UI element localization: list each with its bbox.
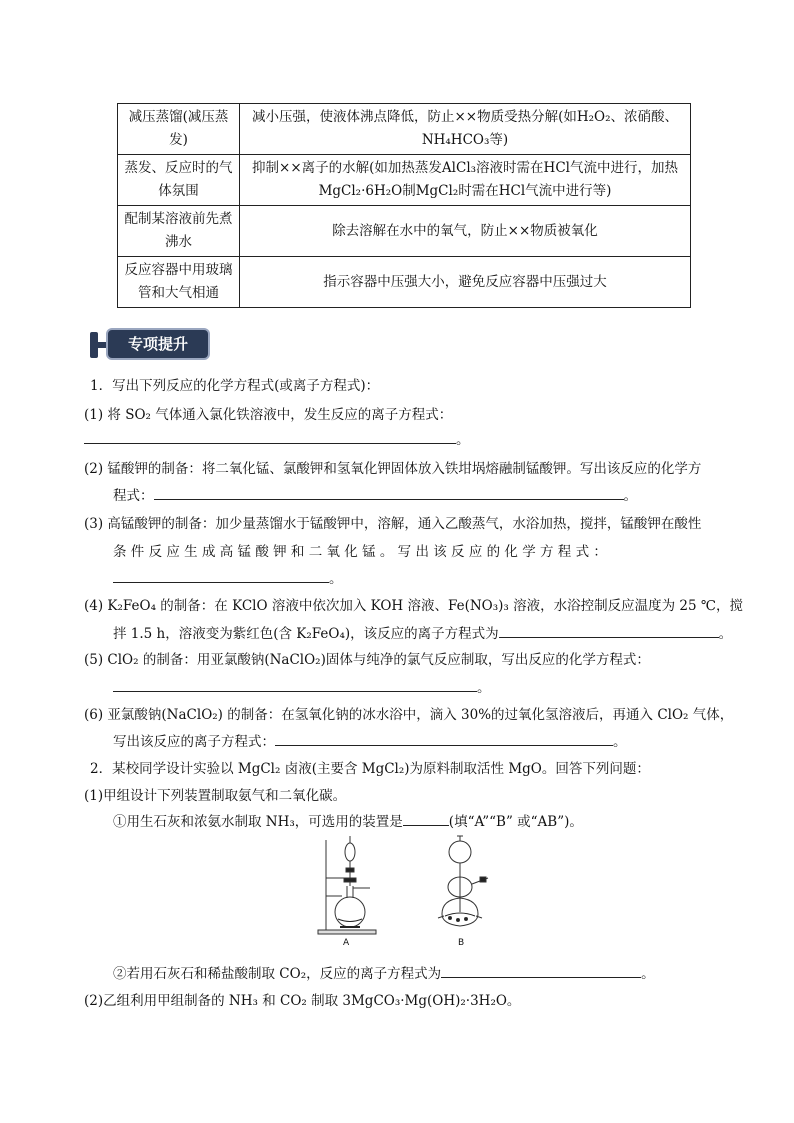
figure-label-b: B <box>458 938 465 948</box>
q1-part3-line1: (3) 高锰酸钾的制备：加少量蒸馏水于锰酸钾中，溶解，通入乙酸蒸气，水浴加热，搅拌，锰酸钾在酸性 <box>84 516 702 532</box>
period: 。 <box>718 626 733 642</box>
answer-blank[interactable] <box>499 623 719 638</box>
answer-blank[interactable] <box>154 485 624 500</box>
q1-part5-answer <box>113 676 491 696</box>
table-row <box>118 104 691 155</box>
table-cell: 除去溶解在水中的氧气，防止××物质被氧化 <box>240 206 691 257</box>
q2-sub1b-text: ②若用石灰石和稀盐酸制取 CO₂，反应的离子方程式为 <box>113 966 442 982</box>
answer-blank[interactable] <box>441 963 641 978</box>
period: 。 <box>477 680 491 696</box>
period: 。 <box>329 571 343 587</box>
answer-blank[interactable] <box>275 731 613 746</box>
q1-part6-line2 <box>113 730 627 750</box>
q1-part2-line2 <box>113 484 637 504</box>
table-row <box>118 206 691 257</box>
badge-bar-icon <box>90 332 98 358</box>
q1-part6-label: 写出该反应的离子方程式： <box>113 734 275 750</box>
q1-part3-line2: 条 件 反 应 生 成 高 锰 酸 钾 和 二 氧 化 锰 。 写 出 该 反 应 的 化 学 方 程 式 ： <box>113 544 607 560</box>
period: 。 <box>623 488 637 504</box>
apparatus-figure <box>310 832 520 952</box>
answer-blank[interactable] <box>403 811 449 826</box>
q2-sub2: (2)乙组利用甲组制备的 NH₃ 和 CO₂ 制取 3MgCO₃·Mg(OH)₂·3H₂O。 <box>84 993 521 1009</box>
q2-sub1b <box>113 962 655 982</box>
badge-connector-icon <box>98 342 106 348</box>
figure-label-a: A <box>343 938 350 948</box>
q1-part5: (5) ClO₂ 的制备：用亚氯酸钠(NaClO₂)固体与纯净的氯气反应制取，写出反应的化学方程式： <box>84 652 650 668</box>
q1-part1-answer <box>84 428 470 448</box>
table-cell: 配制某溶液前先煮沸水 <box>118 206 240 257</box>
table-cell: 蒸发、反应时的气体氛围 <box>118 155 240 206</box>
period: 。 <box>613 734 627 750</box>
q2-sub1a-text: ①用生石灰和浓氨水制取 NH₃，可选用的装置是 <box>113 814 403 830</box>
table-row <box>118 155 691 206</box>
table-cell: 减小压强，使液体沸点降低，防止××物质受热分解(如H₂O₂、浓硝酸、NH₄HCO₃等) <box>240 104 691 155</box>
conditions-table <box>117 103 691 308</box>
period: 。 <box>456 432 470 448</box>
section-title: 专项提升 <box>106 328 210 360</box>
answer-blank[interactable] <box>113 568 329 583</box>
q1-part4-line2 <box>113 622 732 642</box>
q1-part2-label: 程式： <box>113 488 154 504</box>
q1-part1: (1) 将 SO₂ 气体通入氯化铁溶液中，发生反应的离子方程式： <box>84 407 453 423</box>
q1-title: 1．写出下列反应的化学方程式(或离子方程式)： <box>90 378 380 394</box>
q1-part6-line1: (6) 亚氯酸钠(NaClO₂) 的制备：在氢氧化钠的冰水浴中，滴入 30%的过氧化氢溶液后，再通入 ClO₂ 气体， <box>84 707 734 723</box>
q1-part4-line1: (4) K₂FeO₄ 的制备：在 KClO 溶液中依次加入 KOH 溶液、Fe(NO₃)₃ 溶液，水浴控制反应温度为 25 ℃，搅 <box>84 598 743 614</box>
q1-part4-label: 拌 1.5 h，溶液变为紫红色(含 K₂FeO₄)，该反应的离子方程式为 <box>113 626 499 642</box>
table-row <box>118 257 691 308</box>
apparatus-b-icon <box>438 836 488 926</box>
table-cell: 减压蒸馏(减压蒸发) <box>118 104 240 155</box>
answer-blank[interactable] <box>113 677 477 692</box>
table-cell: 指示容器中压强大小，避免反应容器中压强过大 <box>240 257 691 308</box>
apparatus-a-icon <box>318 836 376 934</box>
q2-sub1a <box>113 810 583 830</box>
q2-sub1a-hint: (填“A”“B” 或“AB”)。 <box>448 814 583 830</box>
table-cell: 反应容器中用玻璃管和大气相通 <box>118 257 240 308</box>
table-cell: 抑制××离子的水解(如加热蒸发AlCl₃溶液时需在HCl气流中进行，加热MgCl₂·6H₂O制MgCl₂时需在HCl气流中进行等) <box>240 155 691 206</box>
period: 。 <box>641 966 655 982</box>
answer-blank[interactable] <box>84 429 456 444</box>
q1-part3-answer <box>113 567 343 587</box>
q2-sub1: (1)甲组设计下列装置制取氨气和二氧化碳。 <box>84 788 347 804</box>
q2-title: 2．某校同学设计实验以 MgCl₂ 卤液(主要含 MgCl₂)为原料制取活性 MgO。回答下列问题： <box>90 761 650 777</box>
q1-part2-line1: (2) 锰酸钾的制备：将二氧化锰、氯酸钾和氢氧化钾固体放入铁坩埚熔融制锰酸钾。写出该反应的化学方 <box>84 461 702 477</box>
section-badge <box>90 328 210 362</box>
